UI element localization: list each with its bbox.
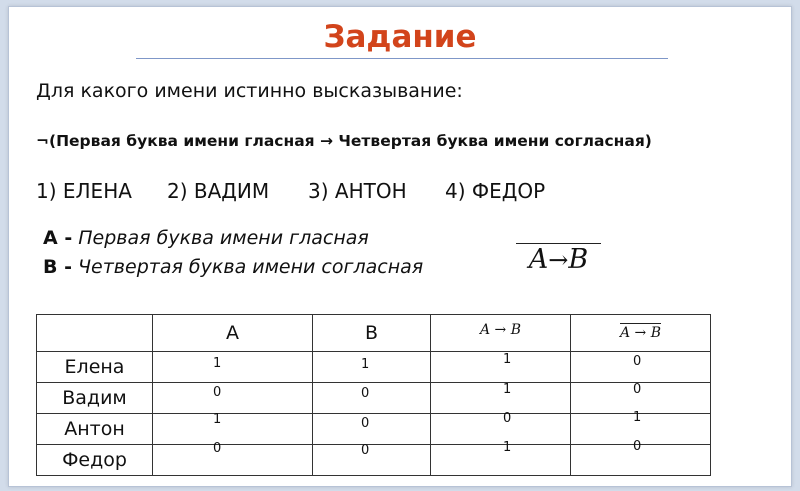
cell-a xyxy=(153,383,313,414)
legend-b-var: В - xyxy=(43,256,72,278)
header-impl-arrow: → xyxy=(494,322,507,338)
cell-negated xyxy=(571,439,711,476)
value-implication: 0 xyxy=(503,411,512,426)
legend-a-var: А - xyxy=(43,227,73,249)
table-header-row xyxy=(37,315,711,352)
legend-a xyxy=(43,227,369,249)
table-row xyxy=(37,352,711,383)
legend-b xyxy=(43,256,423,278)
header-neg-left: A xyxy=(619,325,631,341)
cell-implication xyxy=(431,383,571,414)
header-b: В xyxy=(313,315,431,352)
neg-impl-arrow: → xyxy=(548,246,569,274)
header-neg-arrow: → xyxy=(634,325,647,341)
cell-a xyxy=(153,352,313,383)
title-underline xyxy=(136,58,668,59)
slide xyxy=(8,6,792,487)
value-implication: 1 xyxy=(503,352,512,367)
header-neg-overline xyxy=(620,323,661,341)
value-b: 1 xyxy=(361,357,370,372)
cell-implication xyxy=(431,440,571,476)
cell-b xyxy=(313,383,431,414)
row-name: Елена xyxy=(37,352,153,383)
cell-negated xyxy=(571,383,711,414)
cell-b xyxy=(313,445,431,476)
header-blank xyxy=(37,315,153,352)
value-negated: 0 xyxy=(633,354,642,369)
value-b: 0 xyxy=(361,416,370,431)
truth-table xyxy=(36,314,711,476)
value-a: 1 xyxy=(213,412,222,427)
value-negated: 0 xyxy=(633,382,642,397)
legend-a-text: Первая буква имени гласная xyxy=(72,227,369,249)
legend-b-text: Четвертая буква имени согласная xyxy=(71,256,424,278)
value-a: 1 xyxy=(213,356,222,371)
value-a: 0 xyxy=(213,441,222,456)
cell-implication xyxy=(431,352,571,383)
cell-negated xyxy=(571,352,711,383)
cell-b xyxy=(313,414,431,445)
neg-impl-left: A xyxy=(528,244,549,275)
header-neg-right: B xyxy=(650,325,662,341)
option-2: 2) ВАДИМ xyxy=(167,179,270,203)
question-text: Для какого имени истинно высказывание: xyxy=(36,80,463,102)
value-b: 0 xyxy=(361,386,370,401)
header-a: А xyxy=(153,315,313,352)
cell-a xyxy=(153,414,313,445)
negated-implication-formula xyxy=(516,243,601,275)
header-impl-right: B xyxy=(510,322,522,338)
cell-a xyxy=(153,441,313,476)
header-negated-implication xyxy=(571,315,711,352)
slide-title: Задание xyxy=(323,19,477,55)
row-name: Антон xyxy=(37,414,153,445)
value-negated: 0 xyxy=(633,439,642,454)
header-impl-left: A xyxy=(479,322,491,338)
value-b: 0 xyxy=(361,443,370,458)
table-row xyxy=(37,445,711,476)
neg-impl-right: B xyxy=(568,244,589,275)
option-3: 3) АНТОН xyxy=(308,179,407,203)
table-row xyxy=(37,414,711,445)
table-row xyxy=(37,383,711,414)
row-name: Вадим xyxy=(37,383,153,414)
value-a: 0 xyxy=(213,385,222,400)
answer-options xyxy=(36,179,545,203)
row-name: Федор xyxy=(37,445,153,476)
cell-implication xyxy=(431,411,571,445)
option-4: 4) ФЕДОР xyxy=(445,179,546,203)
header-implication xyxy=(431,315,571,352)
value-negated: 1 xyxy=(633,410,642,425)
cell-b xyxy=(313,352,431,383)
value-implication: 1 xyxy=(503,382,512,397)
option-1: 1) ЕЛЕНА xyxy=(36,179,132,203)
value-implication: 1 xyxy=(503,440,512,455)
formula-text: ¬(Первая буква имени гласная → Четвертая буква имени согласная) xyxy=(36,132,652,150)
